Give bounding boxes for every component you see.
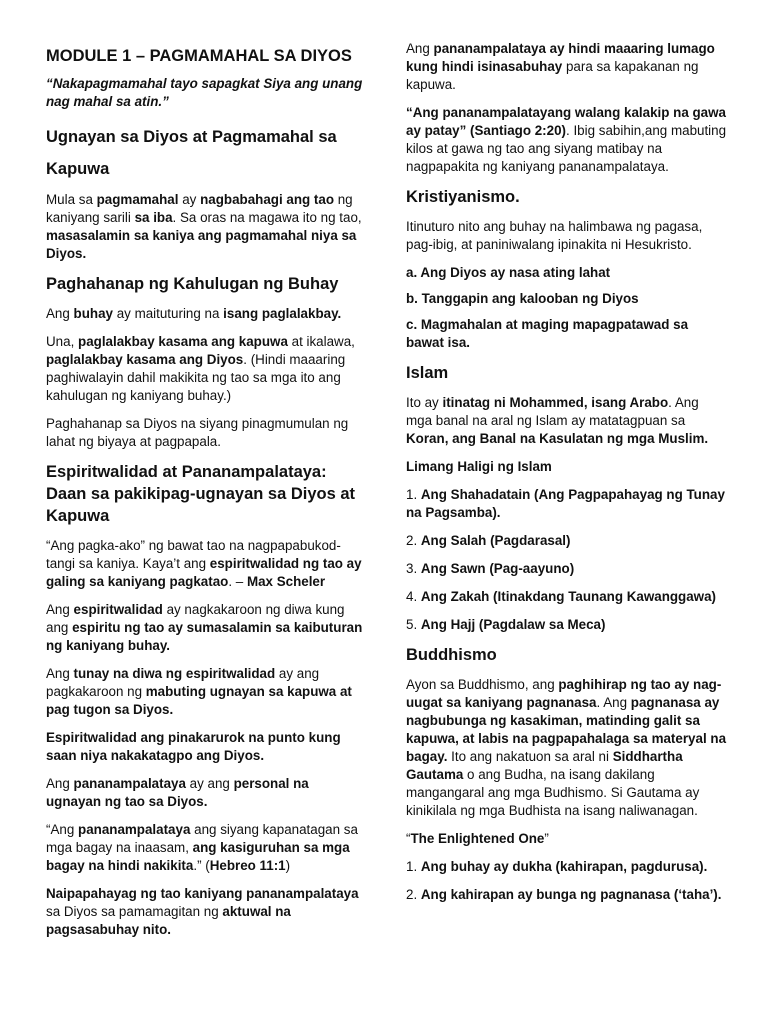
paragraph-buddhismo: Ayon sa Buddhismo, ang paghihirap ng tao ay nag-uugat sa kaniyang pagnanasa. Ang pagnanasa ay nagbubunga ng kasakiman, matinding galit sa kapuwa, at labis na pagpapahalaga sa materyal na bagay. Ito ang nakatuon sa aral ni Siddhartha Gautama o ang Budha, na isang dakilang mangangaral ang mga Budhismo. Si Gautama ay kinikilala ng mga Budhista na isang naliwanagan.	[406, 677, 727, 818]
paragraph-naipapahayag: Naipapahayag ng tao kaniyang pananampalataya sa Diyos sa pamamagitan ng aktuwal na pagsasabuhay nito.	[46, 886, 359, 937]
module-quote: “Nakapagmamahal tayo sapagkat Siya ang unang nag mahal sa atin.”	[46, 76, 363, 109]
paragraph-pinakarurok: Espiritwalidad ang pinakarurok na punto kung saan niya nakakatagpo ang Diyos.	[46, 730, 341, 763]
paragraph-espiritwalidad-diwa: Ang espiritwalidad ay nagkakaroon ng diwa kung ang espiritu ng tao ay sumasalamin sa kaibuturan ng kaniyang buhay.	[46, 602, 363, 653]
list-item-kristiyanismo-c: c. Magmahalan at maging mapagpatawad sa bawat isa.	[406, 317, 689, 350]
list-item-buddhismo-1: 1. Ang buhay ay dukha (kahirapan, pagdurusa).	[406, 859, 708, 874]
heading-espiritwalidad: Espiritwalidad at Pananampalataya: Daan sa pakikipag-ugnayan sa Diyos at Kapuwa	[46, 463, 356, 525]
paragraph-paghahanap-diyos: Paghahanap sa Diyos na siyang pinagmumulan ng lahat ng biyaya at pagpapala.	[46, 416, 349, 449]
paragraph-kristiyanismo: Itinuturo nito ang buhay na halimbawa ng pagasa, pag-ibig, at paniniwalang ipinakita ni Hesukristo.	[406, 219, 703, 252]
right-column	[406, 40, 728, 914]
paragraph-max-scheler: “Ang pagka-ako” ng bawat tao na nagpapabukod-tangi sa kaniya. Kaya’t ang espiritwalidad ng tao ay galing sa kaniyang pagkatao. – Max Scheler	[46, 538, 362, 589]
list-item-kristiyanismo-b: b. Tanggapin ang kalooban ng Diyos	[406, 291, 639, 306]
heading-ugnayan: Ugnayan sa Diyos at Pagmamahal sa Kapuwa	[46, 128, 337, 178]
paragraph-paglalakbay: Una, paglalakbay kasama ang kapuwa at ikalawa, paglalakbay kasama ang Diyos. (Hindi maaaring paghiwalayin dahil makikita ng tao sa mga ito ang kahulugan ng kaniyang buhay.)	[46, 334, 355, 403]
heading-buddhismo: Buddhismo	[406, 646, 497, 664]
module-title: MODULE 1 – PAGMAMAHAL SA DIYOS	[46, 47, 352, 65]
list-item-islam-2: 2. Ang Salah (Pagdarasal)	[406, 533, 571, 548]
list-item-buddhismo-2: 2. Ang kahirapan ay bunga ng pagnanasa (‘taha’).	[406, 887, 722, 902]
paragraph-pananampalataya-personal: Ang pananampalataya ay ang personal na ugnayan ng tao sa Diyos.	[46, 776, 309, 809]
list-item-islam-1: 1. Ang Shahadatain (Ang Pagpapahayag ng Tunay na Pagsamba).	[406, 487, 725, 520]
list-item-islam-5: 5. Ang Hajj (Pagdalaw sa Meca)	[406, 617, 606, 632]
list-item-islam-4: 4. Ang Zakah (Itinakdang Taunang Kawanggawa)	[406, 589, 717, 604]
paragraph-lumago: Ang pananampalataya ay hindi maaaring lumago kung hindi isinasabuhay para sa kapakanan ng kapuwa.	[406, 41, 715, 92]
paragraph-enlightened-one: “The Enlightened One”	[406, 831, 549, 846]
paragraph-santiago: “Ang pananampalatayang walang kalakip na gawa ay patay” (Santiago 2:20). Ibig sabihin,ang mabuting kilos at gawa ng tao ang siyang matibay na nagpapakita ng kaniyang pananampalataya.	[406, 105, 727, 174]
heading-kristiyanismo: Kristiyanismo.	[406, 188, 520, 206]
left-column	[46, 40, 364, 949]
paragraph-hebreo: “Ang pananampalataya ang siyang kapanatagan sa mga bagay na inaasam, ang kasiguruhan sa mga bagay na hindi nakikita.” (Hebreo 11:1)	[46, 822, 358, 873]
subheading-limang-haligi: Limang Haligi ng Islam	[406, 459, 552, 474]
paragraph-pagmamahal: Mula sa pagmamahal ay nagbabahagi ang tao ng kaniyang sarili sa iba. Sa oras na magawa ito ng tao, masasalamin sa kaniya ang pagmamahal niya sa Diyos.	[46, 192, 362, 261]
paragraph-tunay-na-diwa: Ang tunay na diwa ng espiritwalidad ay ang pagkakaroon ng mabuting ugnayan sa kapuwa at pag tugon sa Diyos.	[46, 666, 352, 717]
paragraph-buhay: Ang buhay ay maituturing na isang paglalakbay.	[46, 306, 342, 321]
list-item-islam-3: 3. Ang Sawn (Pag-aayuno)	[406, 561, 575, 576]
heading-islam: Islam	[406, 364, 449, 382]
paragraph-islam: Ito ay itinatag ni Mohammed, isang Arabo. Ang mga banal na aral ng Islam ay matatagpuan sa Koran, ang Banal na Kasulatan ng mga Muslim.	[406, 395, 709, 446]
list-item-kristiyanismo-a: a. Ang Diyos ay nasa ating lahat	[406, 265, 611, 280]
heading-paghahanap: Paghahanap ng Kahulugan ng Buhay	[46, 275, 339, 293]
